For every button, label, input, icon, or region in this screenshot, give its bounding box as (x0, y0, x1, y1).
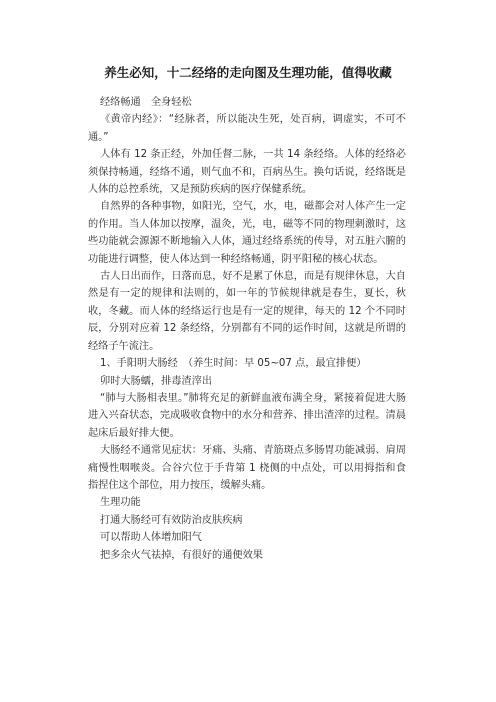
function-item: 可以帮助人体增加阳气 (100, 532, 202, 544)
body-paragraph: 大肠经不通常见症状：牙痛、头痛、青筋斑点多肠胃功能减弱、肩周痛慢性咽喉炎。合谷穴位于手背第 1 桡侧的中点处，可以用拇指和食指捏住这个部位，用力按压，缓解头痛。 (88, 445, 406, 491)
body-paragraph: “肺与大肠相表里。”肺将充足的新鲜血液布满全身，紧接着促进大肠进入兴奋状态，完成吸收食物中的水分和营养、排出渣滓的过程。清晨起床后最好排大便。 (88, 392, 406, 439)
function-item: 把多余火气祛掉，有很好的通便效果 (100, 549, 263, 561)
body-paragraph: 人体有 12 条正经，外加任督二脉，一共 14 条经络。人体的经络必须保持畅通，经络不通，则气血不和，百病丛生。换句话说，经络既是人体的总控系统，又是预防疾病的医疗保健系统。 (88, 149, 406, 196)
subheading-line: 卯时大肠蠕，排毒渣滓出 (100, 375, 213, 387)
meridian-heading: 1、手阳明大肠经 （养生时间：早 05~07 点，最宜排便） (100, 358, 367, 370)
function-heading: 生理功能 (100, 497, 141, 509)
document-body (88, 94, 406, 564)
body-paragraph: 自然界的各种事物，如阳光，空气，水，电，磁都会对人体产生一定的作用。当人体加以按摩，温灸，光，电，磁等不同的物理刺激时，这些功能就会源源不断地输入人体，通过经络系统的传导，对五脏六腑的功能进行调整，使人体达到一种经络畅通，阴平阳秘的核心状态。 (88, 201, 406, 265)
body-paragraph: 古人日出而作，日落而息，好不是累了休息，而是有规律休息，大自然是有一定的规律和法则的，如一年的节候规律就是春生，夏长，秋收，冬藏。而人体的经络运行也是有一定的规律，每天的 12 个不同时辰，分别对应着 12 条经络，分别都有不同的运作时间，这就是所谓的经络子午流注。 (88, 271, 406, 352)
function-item: 打通大肠经可有效防治皮肤疾病 (100, 514, 243, 526)
section-heading: 经络畅通 全身轻松 (100, 97, 192, 108)
quote-paragraph: 《黄帝内经》：“经脉者，所以能决生死，处百病，调虚实，不可不通。” (88, 114, 406, 143)
document-title: 养生必知，十二经络的走向图及生理功能，值得收藏 (104, 65, 392, 80)
